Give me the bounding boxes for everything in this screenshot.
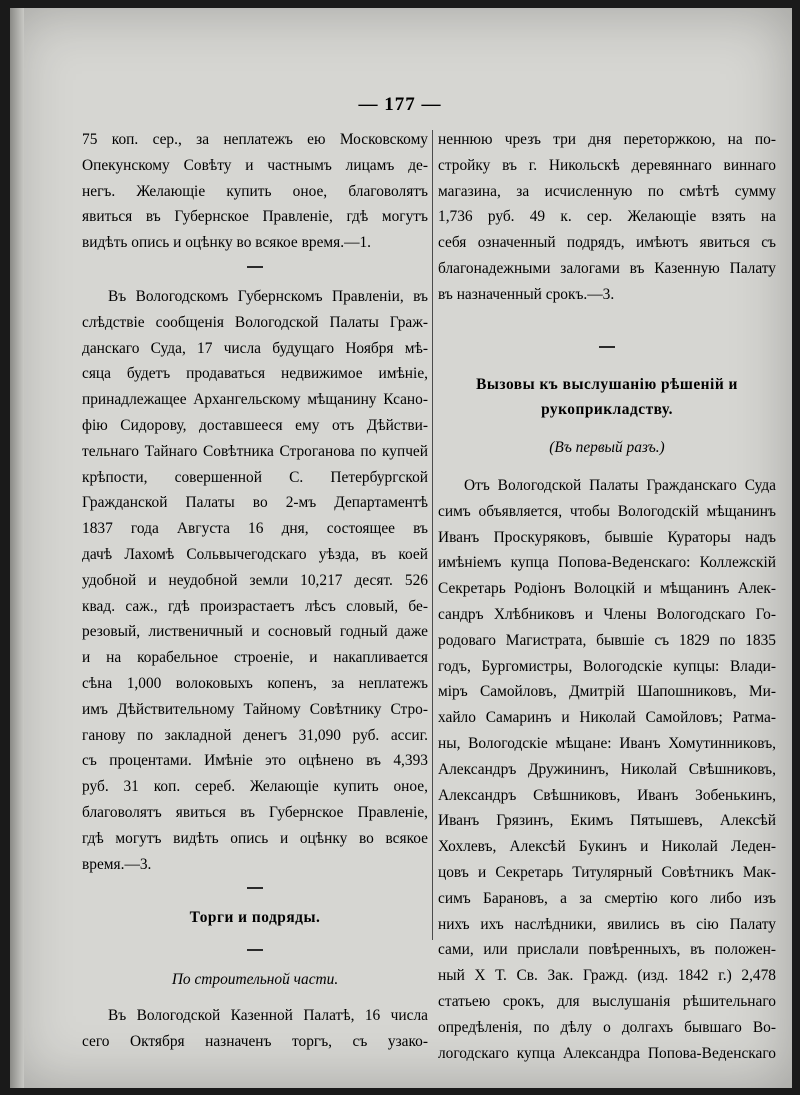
notice-paragraph	[438, 473, 776, 1066]
notice-paragraph	[438, 127, 776, 308]
text-line: логодскаго купца Александра Попова-Веденскаго	[438, 1044, 776, 1062]
text-line: дачѣ Лахомѣ Сольвычегодскаго уѣзда, въ коей	[82, 545, 428, 563]
section-dash	[247, 266, 263, 268]
text-line: время.—3.	[82, 855, 152, 873]
notice-paragraph	[82, 127, 428, 256]
text-line: Отъ Вологодской Палаты Гражданскаго Суда	[464, 476, 776, 494]
heading-line: Вызовы къ выслушанію рѣшеній и	[476, 375, 738, 393]
text-line: Гражданской Палаты во 2-мъ Департаментѣ	[82, 494, 428, 512]
notice-paragraph	[82, 284, 428, 877]
text-line: неннюю чрезъ три дня переторжкою, на по-	[438, 131, 776, 148]
text-line: стройку въ г. Никольскѣ деревяннаго виннаго	[438, 156, 776, 174]
text-line: крѣпости, совершенной С. Петербургской	[82, 468, 428, 486]
column-divider	[432, 130, 433, 940]
text-line: сами, или прислали повѣренныхъ, въ положен-	[438, 941, 776, 959]
text-line: данскаго Суда, 17 числа будущаго Ноября мѣ-	[82, 339, 428, 357]
section-dash	[599, 346, 615, 348]
text-line: ганову по закладной денегъ 31,090 руб. ассиг.	[82, 726, 428, 744]
text-line: себя означенный подрядъ, имѣютъ явиться съ	[438, 234, 776, 252]
text-line: сего Октября назначенъ торгъ, съ узако-	[82, 1032, 428, 1050]
text-line: благонадежными залогами въ Казенную Палату	[438, 259, 776, 277]
section-dash	[247, 887, 263, 889]
section-dash	[247, 949, 263, 951]
text-line: 1837 года Августа 16 дня, состоящее въ	[82, 520, 428, 538]
text-line: Иванъ Грязинъ, Екимъ Пятышевъ, Алексѣй	[438, 812, 776, 830]
text-line: слѣдствіе сообщенія Вологодской Палаты Граж-	[82, 313, 428, 331]
section-subheading: По строительной части.	[171, 971, 339, 989]
text-line: Хохлевъ, Алексѣй Букинъ и Николай Леден-	[438, 838, 776, 856]
page-number: — 177 —	[358, 94, 442, 115]
text-line: явиться въ Губернское Правленіе, гдѣ могутъ	[82, 208, 428, 226]
text-line: сандръ Хлѣбниковъ и Члены Вологодскаго Го-	[438, 605, 776, 623]
text-line: съ процентами. Имѣніе это оцѣнено въ 4,393	[82, 752, 428, 770]
text-line: резовый, лиственичный и сосновый годный даже	[82, 623, 428, 641]
text-line: благоволятъ явиться въ Губернское Правленіе,	[82, 803, 428, 821]
text-line: статьею срокъ, для выслушанія рѣшительнаго	[438, 992, 776, 1010]
text-line: гдѣ могутъ видѣть опись и оцѣнку во всякое	[82, 829, 428, 847]
text-line: 75 коп. сер., за неплатежъ ею Московскому	[82, 131, 428, 148]
text-line: въ назначенный срокъ.—3.	[438, 285, 615, 303]
text-line: нихъ ихъ наслѣдники, явились въ сію Палату	[438, 915, 776, 933]
text-line: квад. саж., гдѣ произрастаетъ лѣсъ словый, бе-	[82, 597, 428, 615]
text-line: Секретарь Родіонъ Волоцкій и мѣщанинъ Алек-	[438, 580, 776, 598]
text-line: родоваго Магистрата, бывшіе съ 1829 по 1835	[438, 631, 776, 649]
text-line: Въ Вологодской Казенной Палатѣ, 16 числа	[108, 1006, 428, 1024]
text-line: видѣть опись и оцѣнку во всякое время.—1.	[82, 234, 372, 252]
text-line: цовъ и Секретарь Титулярный Совѣтникъ Мак-	[438, 863, 776, 881]
text-line: годъ, Бургомистры, Вологодскіе купцы: Влади-	[438, 657, 776, 675]
text-line: сѣна 1,000 волоковыхъ копенъ, за неплатежъ	[82, 674, 428, 692]
text-line: имъ Дѣйствительному Тайному Совѣтнику Стро-	[82, 700, 428, 718]
text-line: Александръ Дружининъ, Николай Свѣшниковъ,	[438, 760, 776, 778]
text-line: руб. 31 коп. сереб. Желающіе купить оное,	[82, 778, 428, 796]
text-line: тельнаго Тайнаго Совѣтника Строганова по купчей	[82, 442, 428, 460]
text-line: фію Сидорову, доставшееся ему отъ Дѣйстви-	[82, 416, 428, 434]
text-line: опредѣленія, по дѣлу о долгахъ бывшаго Во-	[438, 1018, 776, 1036]
right-column	[438, 127, 776, 1066]
text-line: ный Х Т. Св. Зак. Гражд. (изд. 1842 г.) 2,478	[438, 967, 776, 985]
text-line: Въ Вологодскомъ Губернскомъ Правленіи, въ	[108, 287, 428, 305]
text-line: симъ Барановъ, а за смертію кого либо изъ	[438, 889, 776, 907]
text-line: сяца будетъ продаваться недвижимое имѣніе,	[82, 365, 428, 383]
text-line: Опекунскому Совѣту и частнымъ лицамъ де-	[82, 156, 428, 174]
page-binding-edge	[10, 8, 24, 1088]
text-line: 1,736 руб. 49 к. сер. Желающіе взять на	[438, 208, 776, 226]
heading-line: рукоприкладству.	[541, 401, 673, 419]
text-line: симъ объявляется, чтобы Вологодскій мѣщанинъ	[438, 502, 776, 520]
text-line: ны, Вологодскіе мѣщане: Иванъ Хомутинниковъ,	[438, 734, 776, 752]
text-line: хайло Самаринъ и Николай Самойловъ; Ратма-	[438, 709, 776, 727]
section-subheading: (Въ первый разъ.)	[549, 439, 665, 457]
text-line: принадлежащее Архангельскому мѣщанину Ксано-	[82, 391, 428, 409]
text-line: и на корабельное строеніе, и накапливается	[82, 649, 428, 667]
section-heading: Торги и подряды.	[189, 909, 321, 927]
text-line: міръ Самойловъ, Дмитрій Шапошниковъ, Ми-	[438, 683, 776, 701]
notice-paragraph	[82, 1003, 428, 1055]
text-line: Александръ Свѣшниковъ, Иванъ Зобенькинъ,	[438, 786, 776, 804]
left-column	[82, 127, 428, 1055]
text-line: негъ. Желающіе купить оное, благоволятъ	[82, 182, 428, 200]
text-line: магазина, за исчисленную по смѣтѣ сумму	[438, 182, 776, 200]
section-heading	[438, 372, 776, 424]
text-line: удобной и неудобной земли 10,217 десят. 526	[82, 571, 428, 589]
text-line: имѣніемъ купца Попова-Веденскаго: Коллежскій	[438, 554, 776, 572]
text-line: Иванъ Проскуряковъ, бывшіе Кураторы надъ	[438, 528, 776, 546]
